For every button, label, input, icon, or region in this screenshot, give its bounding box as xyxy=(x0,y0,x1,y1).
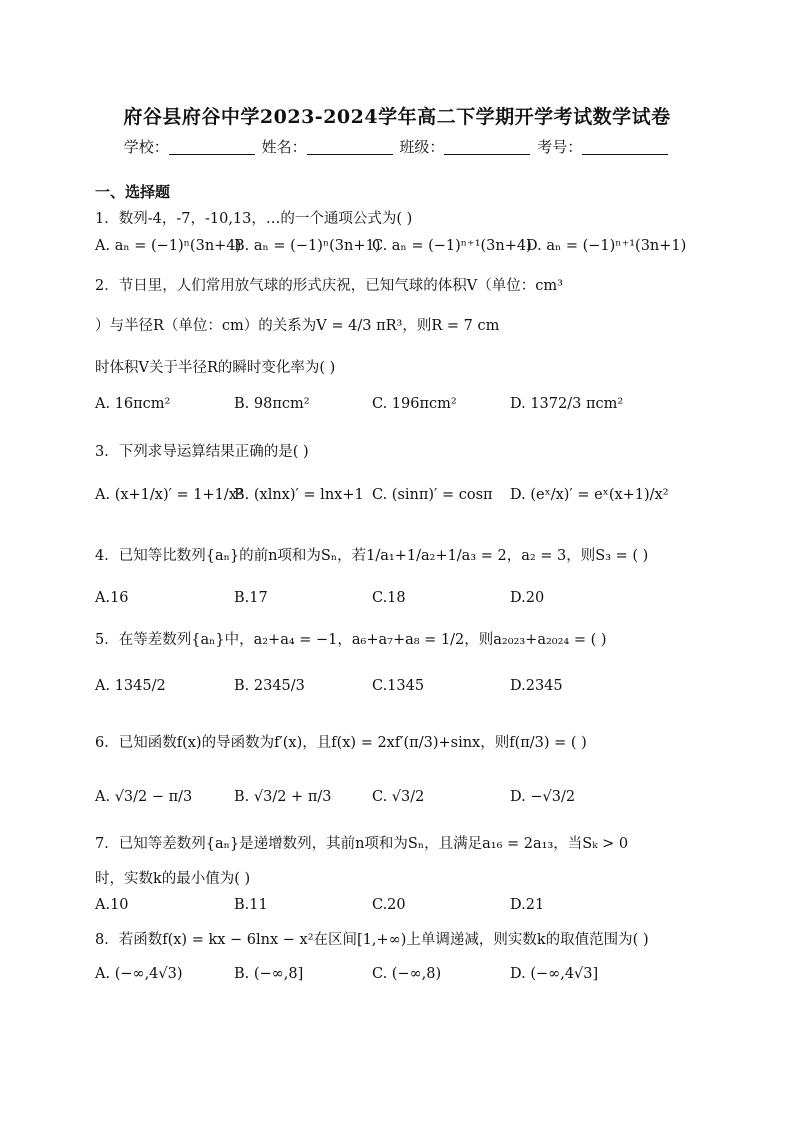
question-6-stem: 6．已知函数f(x)的导函数为f′(x)，且f(x) = 2xf′(π/3)+sinx，则f(π/3) = ( ) xyxy=(95,735,587,751)
question-7-option-d: D.21 xyxy=(510,897,545,913)
question-5-stem: 5．在等差数列{aₙ}中，a₂+a₄ = −1，a₆+a₇+a₈ = 1/2，则a₂₀₂₃+a₂₀₂₄ = ( ) xyxy=(95,632,607,648)
question-3-stem: 3．下列求导运算结果正确的是( ) xyxy=(95,444,309,460)
question-2-stem-line-1: 2．节日里，人们常用放气球的形式庆祝，已知气球的体积V（单位：cm³ xyxy=(95,278,563,294)
name-label: 姓名： xyxy=(261,138,307,156)
question-6-option-c: C. √3/2 xyxy=(372,789,425,805)
school-blank xyxy=(169,140,255,155)
question-4-option-c: C.18 xyxy=(372,590,406,606)
question-6-option-a: A. √3/2 − π/3 xyxy=(95,789,193,805)
question-4-option-d: D.20 xyxy=(510,590,545,606)
question-1-option-b: B. aₙ = (−1)ⁿ(3n+1) xyxy=(234,238,381,254)
question-7-option-a: A.10 xyxy=(95,897,129,913)
question-7-option-c: C.20 xyxy=(372,897,406,913)
question-2-stem-line-3: 时体积V关于半径R的瞬时变化率为( ) xyxy=(95,360,336,376)
question-8-option-b: B. (−∞,8] xyxy=(234,966,304,982)
question-2-option-d: D. 1372/3 πcm² xyxy=(510,396,624,412)
id-blank xyxy=(582,140,668,155)
question-6-option-d: D. −√3/2 xyxy=(510,789,576,805)
school-label: 学校： xyxy=(123,138,169,156)
question-8-option-d: D. (−∞,4√3] xyxy=(510,966,599,982)
question-1-option-d: D. aₙ = (−1)ⁿ⁺¹(3n+1) xyxy=(526,238,687,254)
question-4-stem: 4．已知等比数列{aₙ}的前n项和为Sₙ，若1/a₁+1/a₂+1/a₃ = 2，a₂ = 3，则S₃ = ( ) xyxy=(95,548,649,564)
question-1-option-c: C. aₙ = (−1)ⁿ⁺¹(3n+4) xyxy=(372,238,532,254)
question-5-option-c: C.1345 xyxy=(372,678,425,694)
question-1-stem: 1．数列-4，-7，-10,13，…的一个通项公式为( ) xyxy=(95,211,413,227)
question-3-option-d: D. (eˣ/x)′ = eˣ(x+1)/x² xyxy=(510,487,669,503)
question-5-option-b: B. 2345/3 xyxy=(234,678,305,694)
class-label: 班级： xyxy=(399,138,445,156)
question-2-option-b: B. 98πcm² xyxy=(234,396,310,412)
id-label: 考号： xyxy=(537,138,583,156)
question-8-option-c: C. (−∞,8) xyxy=(372,966,442,982)
question-1-option-a: A. aₙ = (−1)ⁿ(3n+4) xyxy=(95,238,242,254)
student-info-line xyxy=(0,136,794,157)
question-3-option-c: C. (sinπ)′ = cosπ xyxy=(372,487,493,503)
question-2-option-a: A. 16πcm² xyxy=(95,396,171,412)
question-2-stem-line-2: ）与半径R（单位：cm）的关系为V = 4/3 πR³，则R = 7 cm xyxy=(95,318,500,334)
question-6-option-b: B. √3/2 + π/3 xyxy=(234,789,332,805)
question-8-stem: 8．若函数f(x) = kx − 6lnx − x²在区间[1,+∞)上单调递减，则实数k的取值范围为( ) xyxy=(95,932,649,948)
question-4-option-b: B.17 xyxy=(234,590,268,606)
section-title: 一、选择题 xyxy=(95,183,171,201)
question-2-option-c: C. 196πcm² xyxy=(372,396,457,412)
question-5-option-a: A. 1345/2 xyxy=(95,678,166,694)
question-3-option-b: B. (xlnx)′ = lnx+1 xyxy=(234,487,364,503)
question-3-option-a: A. (x+1/x)′ = 1+1/x² xyxy=(95,487,243,503)
page-title: 府谷县府谷中学2023-2024学年高二下学期开学考试数学试卷 xyxy=(123,106,671,128)
question-7-stem-line-1: 7．已知等差数列{aₙ}是递增数列，其前n项和为Sₙ，且满足a₁₆ = 2a₁₃，当Sₖ > 0 xyxy=(95,836,629,852)
question-5-option-d: D.2345 xyxy=(510,678,563,694)
question-4-option-a: A.16 xyxy=(95,590,129,606)
class-blank xyxy=(444,140,530,155)
question-7-option-b: B.11 xyxy=(234,897,268,913)
question-7-stem-line-2: 时，实数k的最小值为( ) xyxy=(95,871,251,887)
name-blank xyxy=(307,140,393,155)
question-8-option-a: A. (−∞,4√3) xyxy=(95,966,183,982)
